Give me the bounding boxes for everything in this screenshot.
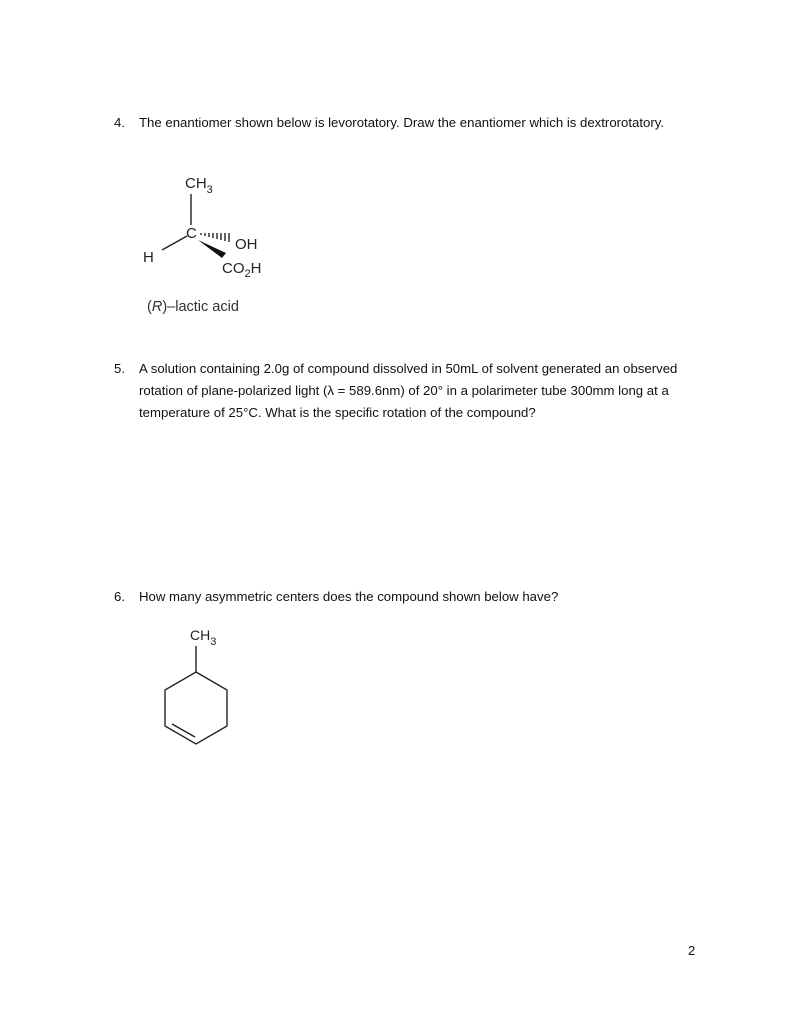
oh-label: OH — [235, 236, 258, 253]
question-text: A solution containing 2.0g of compound dissolved in 50mL of solvent generated an observed rotation of plane-polarized light (λ = 589.6nm) of 20° in a polarimeter tube 300mm long at a temperature of 25°C. What is the specific rotation of the compound? — [139, 361, 678, 420]
page-number: 2 — [688, 943, 696, 958]
hashed-bond — [201, 233, 229, 242]
ch3-label: $CH_3$ — [190, 627, 217, 648]
h-label: H — [143, 249, 154, 266]
carbon-label: C — [186, 225, 197, 242]
ch3-label: $CH_3$ — [185, 175, 213, 196]
wedge-bond — [198, 240, 226, 258]
co2h-label: $CO_2H$ — [222, 260, 262, 280]
question-number: 5. — [114, 361, 125, 376]
question-text: How many asymmetric centers does the compound shown below have? — [139, 589, 559, 604]
cyclohexene-ring — [165, 672, 227, 744]
bond-to-h — [162, 236, 187, 250]
question-4 — [114, 112, 704, 134]
double-bond — [172, 724, 195, 737]
question-5 — [114, 358, 704, 424]
figure-caption: (R)–lactic acid — [147, 299, 239, 315]
question-number: 6. — [114, 589, 125, 604]
question-text: The enantiomer shown below is levorotatory. Draw the enantiomer which is dextrorotatory. — [139, 115, 665, 130]
question-6 — [114, 586, 704, 608]
r-lactic-acid-structure — [140, 170, 290, 320]
question-number: 4. — [114, 115, 125, 130]
methylcyclohexene-structure — [150, 622, 250, 752]
